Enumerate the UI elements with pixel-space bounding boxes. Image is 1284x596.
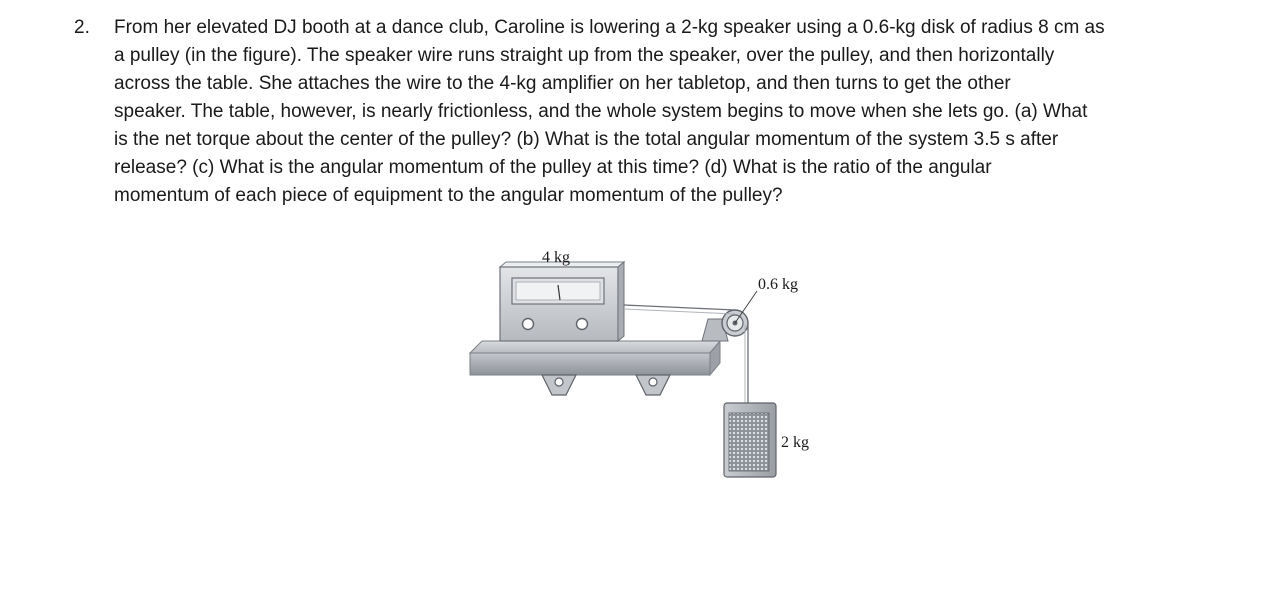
- problem-text-line: a pulley (in the figure). The speaker wire runs straight up from the speaker, over the pulley, and then horizontally: [114, 45, 1055, 66]
- amplifier: [500, 262, 624, 341]
- problem-text: [114, 14, 1214, 210]
- amplifier-knob-left: [523, 319, 534, 330]
- problem-text-line: across the table. She attaches the wire to the 4-kg amplifier on her tabletop, and then turns to get the other: [114, 73, 1011, 94]
- problem-text-line: From her elevated DJ booth at a dance club, Caroline is lowering a 2-kg speaker using a 0.6-kg disk of radius 8 cm as: [114, 17, 1105, 38]
- pulley-figure: [460, 235, 840, 515]
- speaker-mass-label: 2 kg: [781, 434, 809, 451]
- figure-drawing: [460, 235, 840, 515]
- problem-text-line: is the net torque about the center of the pulley? (b) What is the total angular momentum of the system 3.5 s after: [114, 129, 1059, 150]
- table-leg-left: [542, 375, 576, 395]
- problem-number: 2.: [74, 17, 90, 38]
- amplifier-knob-right: [577, 319, 588, 330]
- problem-text-line: release? (c) What is the angular momentum of the pulley at this time? (d) What is the ratio of the angular: [114, 157, 992, 178]
- speaker-grille: [729, 413, 769, 471]
- speaker: [724, 403, 776, 477]
- table-leg-right: [636, 375, 670, 395]
- table: [470, 341, 720, 395]
- pulley-mass-label: 0.6 kg: [758, 276, 798, 293]
- amplifier-mass-label: 4 kg: [542, 249, 570, 266]
- problem-text-line: speaker. The table, however, is nearly frictionless, and the whole system begins to move when she lets go. (a) What: [114, 101, 1088, 122]
- problem-text-line: momentum of each piece of equipment to the angular momentum of the pulley?: [114, 185, 783, 206]
